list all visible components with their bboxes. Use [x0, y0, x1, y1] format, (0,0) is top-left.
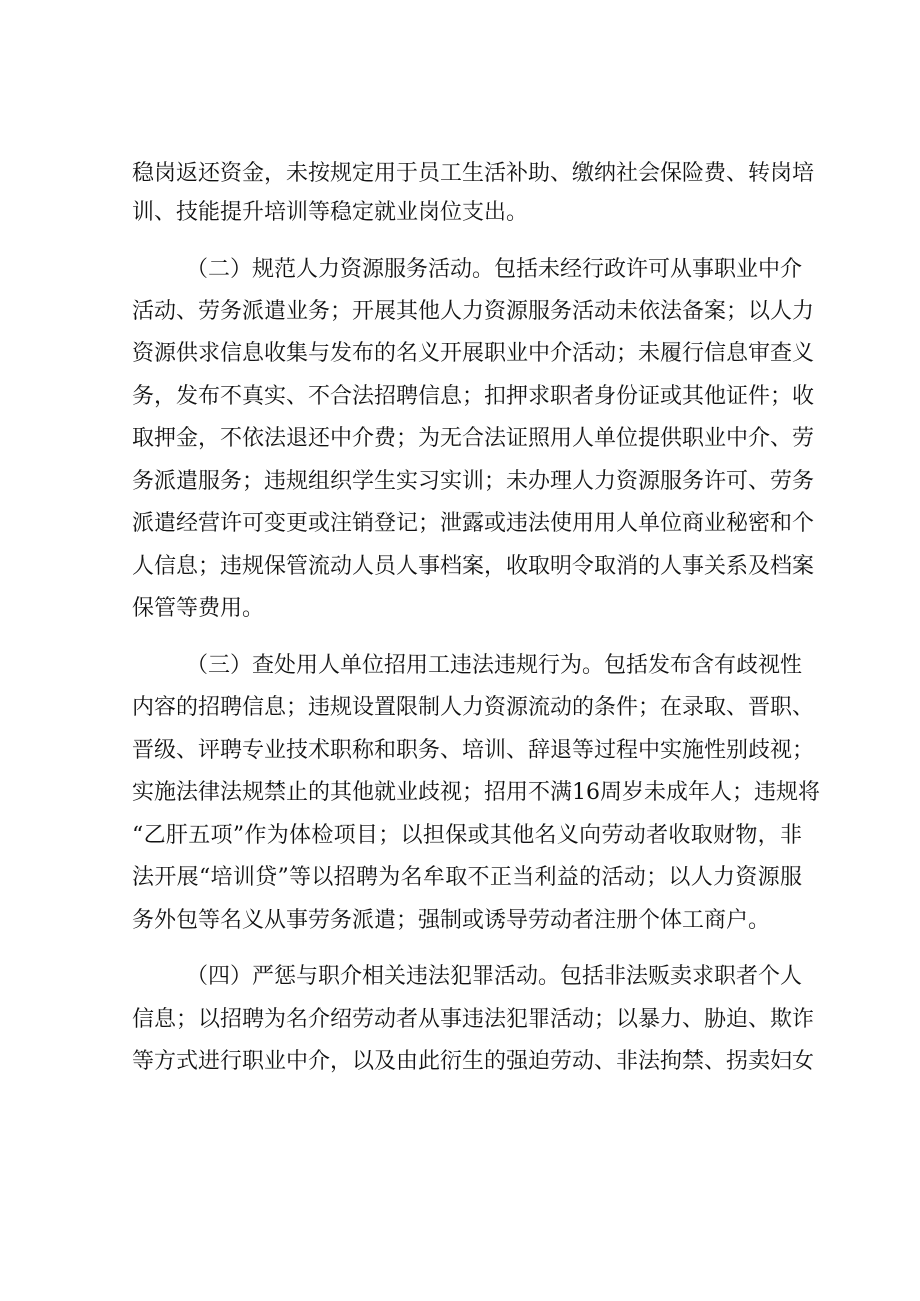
text-line: 保管等费用。: [132, 596, 265, 621]
paragraph-heading-line: （三）查处用人单位招用工违法违规行为。包括发布含有歧视性: [186, 653, 803, 678]
text-line: 晋级、评聘专业技术职称和职务、培训、辞退等过程中实施性别歧视；: [132, 738, 815, 763]
text-line: 实施法律法规禁止的其他就业歧视；招用不满16周岁未成年人；违规将: [132, 780, 820, 805]
text-line: 人信息；违规保管流动人员人事档案，收取明令取消的人事关系及档案: [132, 554, 815, 579]
text-line: 务派遣服务；违规组织学生实习实训；未办理人力资源服务许可、劳务: [132, 469, 815, 494]
text-line: 资源供求信息收集与发布的名义开展职业中介活动；未履行信息审查义: [132, 341, 815, 366]
text-line: 取押金，不依法退还中介费；为无合法证照用人单位提供职业中介、劳: [132, 426, 815, 451]
text-line: “乙肝五项”作为体检项目；以担保或其他名义向劳动者收取财物，非: [132, 823, 802, 848]
text-line: 务，发布不真实、不合法招聘信息；扣押求职者身份证或其他证件；收: [132, 384, 815, 409]
text-line: 法开展“培训贷”等以招聘为名牟取不正当利益的活动；以人力资源服: [132, 865, 802, 890]
text-line: 等方式进行职业中介，以及由此衍生的强迫劳动、非法拘禁、拐卖妇女: [132, 1049, 815, 1074]
text-line: 活动、劳务派遣业务；开展其他人力资源服务活动未依法备案；以人力: [132, 299, 815, 324]
text-line: 稳岗返还资金，未按规定用于员工生活补助、缴纳社会保险费、转岗培: [132, 161, 815, 186]
text-line: 派遣经营许可变更或注销登记；泄露或违法使用用人单位商业秘密和个: [132, 511, 815, 536]
paragraph-heading-line: （四）严惩与职介相关违法犯罪活动。包括非法贩卖求职者个人: [186, 964, 803, 989]
text-line: 信息；以招聘为名介绍劳动者从事违法犯罪活动；以暴力、胁迫、欺诈: [132, 1007, 815, 1032]
text-line: 训、技能提升培训等稳定就业岗位支出。: [132, 200, 529, 225]
paragraph-heading-line: （二）规范人力资源服务活动。包括未经行政许可从事职业中介: [186, 257, 803, 282]
text-line: 务外包等名义从事劳务派遣；强制或诱导劳动者注册个体工商户。: [132, 908, 771, 933]
text-line: 内容的招聘信息；违规设置限制人力资源流动的条件；在录取、晋职、: [132, 695, 815, 720]
